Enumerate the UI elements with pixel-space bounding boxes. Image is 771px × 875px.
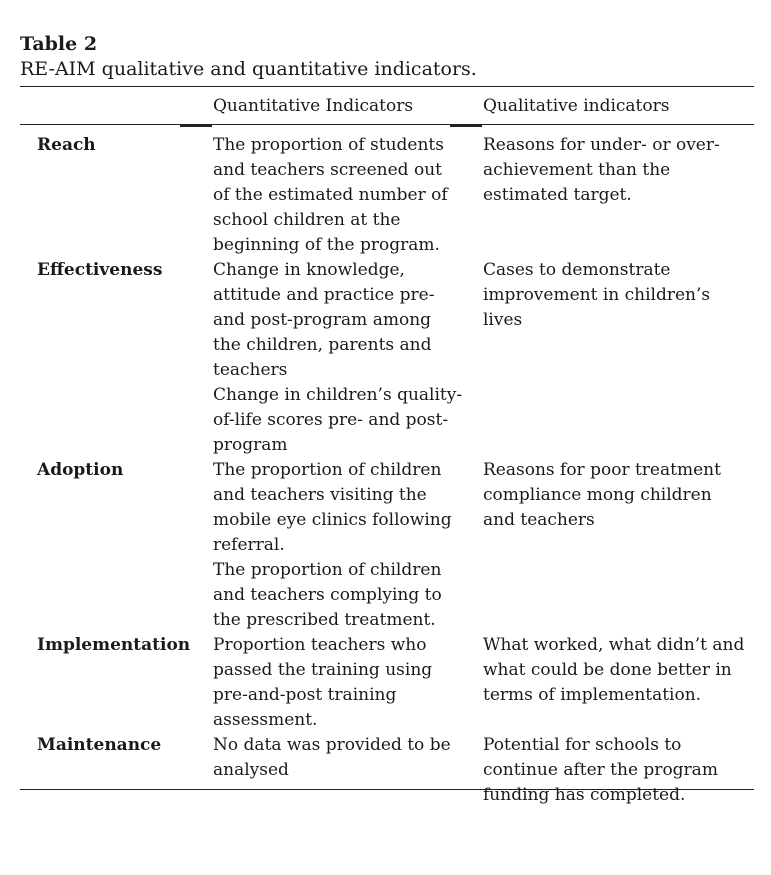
quantitative-item: Change in knowledge, attitude and practice pre- and post-program among the children, parents and teachers — [213, 260, 435, 380]
row-dimension: Reach — [37, 135, 96, 155]
header-quantitative: Quantitative Indicators — [213, 96, 414, 116]
row-dimension: Implementation — [37, 635, 191, 655]
row-qualitative: Cases to demonstrate improvement in children’s lives — [483, 260, 711, 330]
row-dimension: Adoption — [37, 460, 124, 480]
row-quantitative — [213, 258, 463, 458]
table-row — [20, 258, 754, 458]
row-quantitative — [213, 633, 463, 733]
header-rule-accent — [180, 125, 212, 127]
quantitative-item: The proportion of children and teachers visiting the mobile eye clinics following referral. — [213, 460, 452, 555]
quantitative-item: Proportion teachers who passed the training using pre-and-post training assessment. — [213, 635, 433, 730]
row-quantitative — [213, 458, 463, 633]
row-qualitative: What worked, what didn’t and what could be done better in terms of implementation. — [483, 635, 745, 705]
quantitative-item: The proportion of students and teachers screened out of the estimated number of school children at the beginning of the program. — [213, 135, 448, 255]
row-quantitative — [213, 133, 463, 258]
header-rule-accent — [450, 125, 482, 127]
header-qualitative: Qualitative indicators — [483, 96, 670, 116]
table-label: Table 2 — [20, 33, 98, 55]
table-row — [20, 458, 754, 633]
row-qualitative: Reasons for under- or over-achievement than the estimated target. — [483, 135, 720, 205]
row-dimension: Effectiveness — [37, 260, 163, 280]
table-container — [20, 32, 754, 805]
table-body — [20, 125, 754, 805]
table-row — [20, 133, 754, 258]
row-dimension: Maintenance — [37, 735, 162, 755]
quantitative-item: Change in children’s quality-of-life scores pre- and post-program — [213, 385, 463, 455]
row-qualitative: Reasons for poor treatment compliance mong children and teachers — [483, 460, 721, 530]
quantitative-item: The proportion of children and teachers complying to the prescribed treatment. — [213, 560, 442, 630]
row-quantitative — [213, 733, 463, 783]
table-row — [20, 633, 754, 733]
table-header — [20, 87, 754, 125]
quantitative-item: No data was provided to be analysed — [213, 735, 451, 780]
row-qualitative: Potential for schools to continue after the program funding has completed. — [483, 735, 718, 805]
table-caption: RE-AIM qualitative and quantitative indicators. — [20, 58, 477, 80]
table-row — [20, 733, 754, 805]
